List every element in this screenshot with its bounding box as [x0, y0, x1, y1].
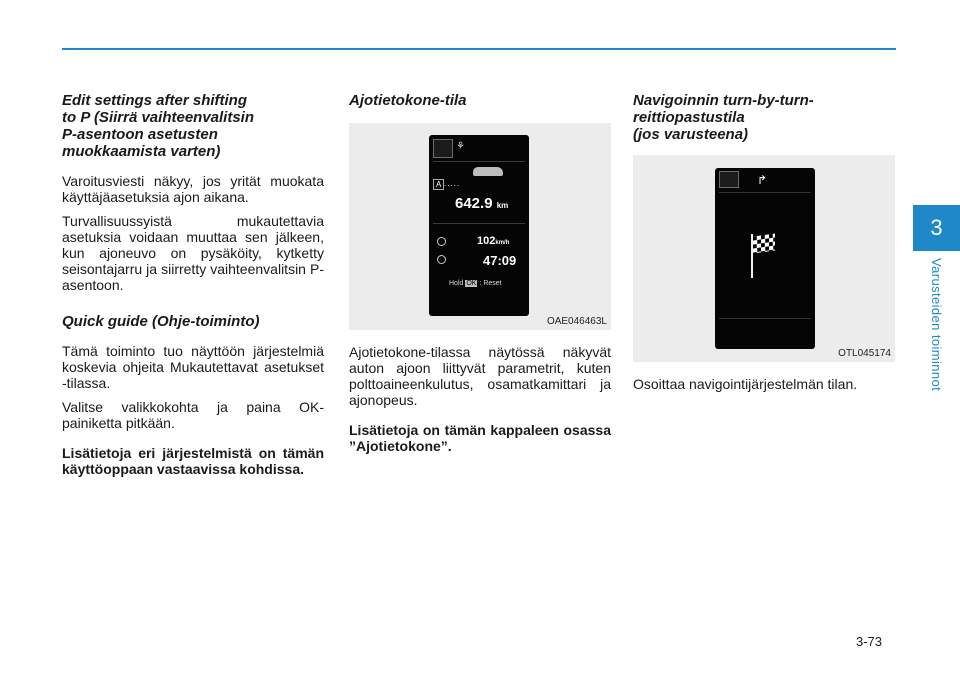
note-paragraph: Lisätietoja on tämän kappaleen osassa ”Ajotietokone”. [349, 422, 611, 454]
heading-line: (jos varusteena) [633, 126, 749, 143]
heading-line: P-asentoon asetusten [62, 126, 218, 143]
elapsed-time: 47:09 [483, 253, 517, 268]
checkered-flag-icon [753, 233, 775, 253]
turn-right-arrow-icon: ↱ [757, 173, 768, 187]
section-heading-trip-computer: Ajotietokone-tila [349, 92, 467, 109]
navigation-display [715, 168, 815, 349]
average-speed: 102km/h [477, 235, 510, 247]
speed-icon [437, 237, 446, 246]
paragraph: Tämä toiminto tuo näyttöön järjestelmiä koskevia ohjeita Mukautettavat asetukset -tilassa. [62, 343, 324, 391]
trip-distance: 642.9 km [455, 195, 509, 212]
navigation-figure [633, 155, 895, 362]
paragraph: Ajotietokone-tilassa näytössä näkyvät auton ajoon liittyvät parametrit, kuten polttoaineenkulutus, osamatkamittari ja ajonopeus. [349, 344, 611, 408]
trip-dots: ..... [444, 179, 461, 188]
chapter-number-tab: 3 [913, 205, 960, 251]
section-heading-navigation [633, 92, 895, 143]
section-heading-edit-settings [62, 92, 324, 160]
cluster-display [429, 135, 529, 316]
paragraph: Varoitusviesti näkyy, jos yrität muokata käyttäjäasetuksia ajon aikana. [62, 173, 324, 205]
paragraph: Osoittaa navigointijärjestelmän tilan. [633, 376, 858, 392]
eco-leaf-icon: ⚘ [456, 141, 465, 152]
section-heading-quick-guide: Quick guide (Ohje-toiminto) [62, 313, 260, 330]
figure-code: OTL045174 [838, 348, 891, 359]
paragraph: Turvallisuussyistä mukautettavia asetuksia voidaan muuttaa sen jälkeen, kun ajoneuvo on pysäköity, kytketty seisontajarru ja siirretty vaihteenvalitsin P-asentoon. [62, 213, 324, 293]
column-2 [349, 92, 611, 462]
heading-line: muokkaamista varten) [62, 143, 221, 160]
heading-line: Edit settings after shifting [62, 92, 248, 109]
mode-icon [433, 139, 453, 158]
figure-code: OAE046463L [546, 316, 607, 327]
heading-line: to P (Siirrä vaihteenvalitsin [62, 109, 255, 126]
clock-icon [437, 255, 446, 264]
heading-line: reittiopastustila [633, 109, 745, 126]
page-number: 3-73 [856, 634, 883, 649]
hold-ok-reset-hint: Hold OK : Reset [449, 280, 502, 287]
header-rule [62, 48, 896, 50]
paragraph: Valitse valikkokohta ja paina OK-painiketta pitkään. [62, 399, 324, 431]
mode-icon [719, 171, 739, 188]
heading-line: Navigoinnin turn-by-turn- [633, 92, 814, 109]
column-1 [62, 92, 324, 485]
trip-a-badge: A [433, 179, 444, 190]
note-paragraph: Lisätietoja eri järjestelmistä on tämän käyttöoppaan vastaavissa kohdissa. [62, 445, 324, 477]
trip-computer-figure [349, 123, 611, 330]
column-3 [633, 92, 895, 400]
car-icon [473, 167, 503, 176]
chapter-label: Varusteiden toiminnot [929, 258, 944, 392]
